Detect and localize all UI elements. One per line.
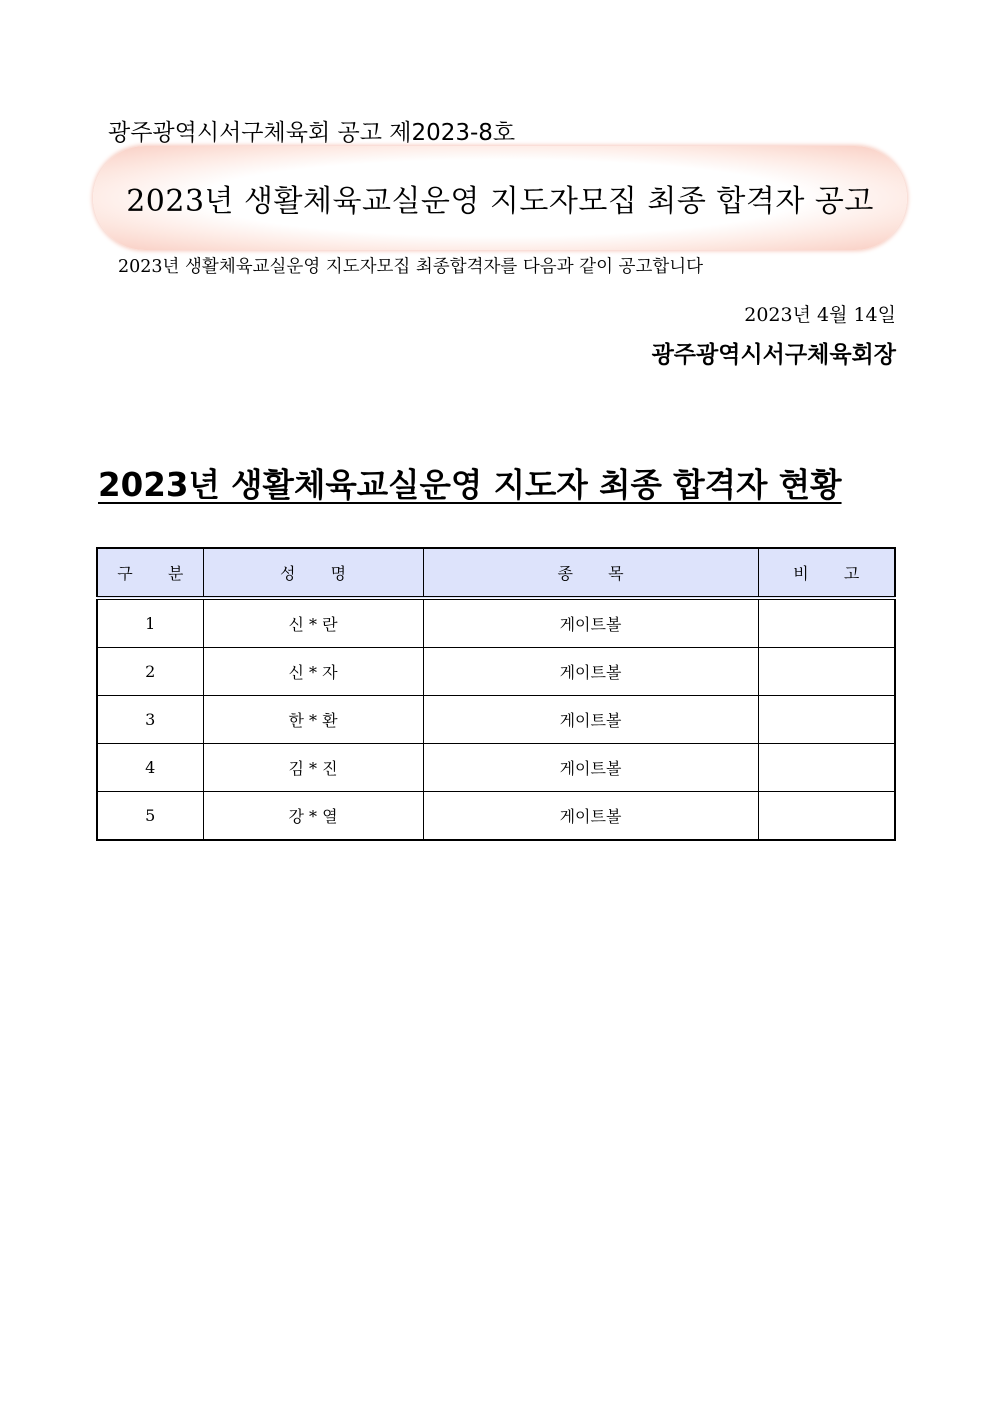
- row-note: [758, 744, 895, 792]
- row-name: 한 * 환: [203, 696, 423, 744]
- title-banner: [93, 146, 907, 250]
- table-row: [97, 696, 895, 744]
- header-event: [423, 548, 758, 598]
- row-number: 4: [97, 744, 203, 792]
- section-title: 2023년 생활체육교실운영 지도자 최종 합격자 현황: [98, 466, 842, 504]
- header-note-label: 비고: [793, 564, 895, 583]
- row-number: 1: [97, 598, 203, 648]
- row-name: 신 * 란: [203, 598, 423, 648]
- table-row: [97, 598, 895, 648]
- header-event-label: 종목: [557, 564, 659, 583]
- notice-date: 2023년 4월 14일: [744, 304, 896, 326]
- table-header-row: [97, 548, 895, 598]
- row-name: 강 * 열: [203, 792, 423, 841]
- row-number: 2: [97, 648, 203, 696]
- row-number: 5: [97, 792, 203, 841]
- row-note: [758, 598, 895, 648]
- row-number: 3: [97, 696, 203, 744]
- document-title: 2023년 생활체육교실운영 지도자모집 최종 합격자 공고: [126, 184, 874, 219]
- row-name: 신 * 자: [203, 648, 423, 696]
- table-row: [97, 744, 895, 792]
- row-note: [758, 648, 895, 696]
- row-event: 게이트볼: [423, 696, 758, 744]
- row-name: 김 * 진: [203, 744, 423, 792]
- results-table: [96, 547, 896, 841]
- header-name: [203, 548, 423, 598]
- row-event: 게이트볼: [423, 598, 758, 648]
- notice-number: 광주광역시서구체육회 공고 제2023-8호: [108, 120, 516, 146]
- table-row: [97, 792, 895, 841]
- table-row: [97, 648, 895, 696]
- document-subtitle: 2023년 생활체육교실운영 지도자모집 최종합격자를 다음과 같이 공고합니다: [118, 257, 704, 277]
- row-event: 게이트볼: [423, 744, 758, 792]
- header-category: [97, 548, 219, 598]
- row-note: [758, 696, 895, 744]
- header-category-label: 구분: [117, 564, 219, 583]
- header-name-label: 성명: [279, 564, 382, 583]
- header-note: [758, 548, 895, 598]
- row-event: 게이트볼: [423, 648, 758, 696]
- row-note: [758, 792, 895, 841]
- row-event: 게이트볼: [423, 792, 758, 841]
- issuer-name: 광주광역시서구체육회장: [651, 341, 896, 368]
